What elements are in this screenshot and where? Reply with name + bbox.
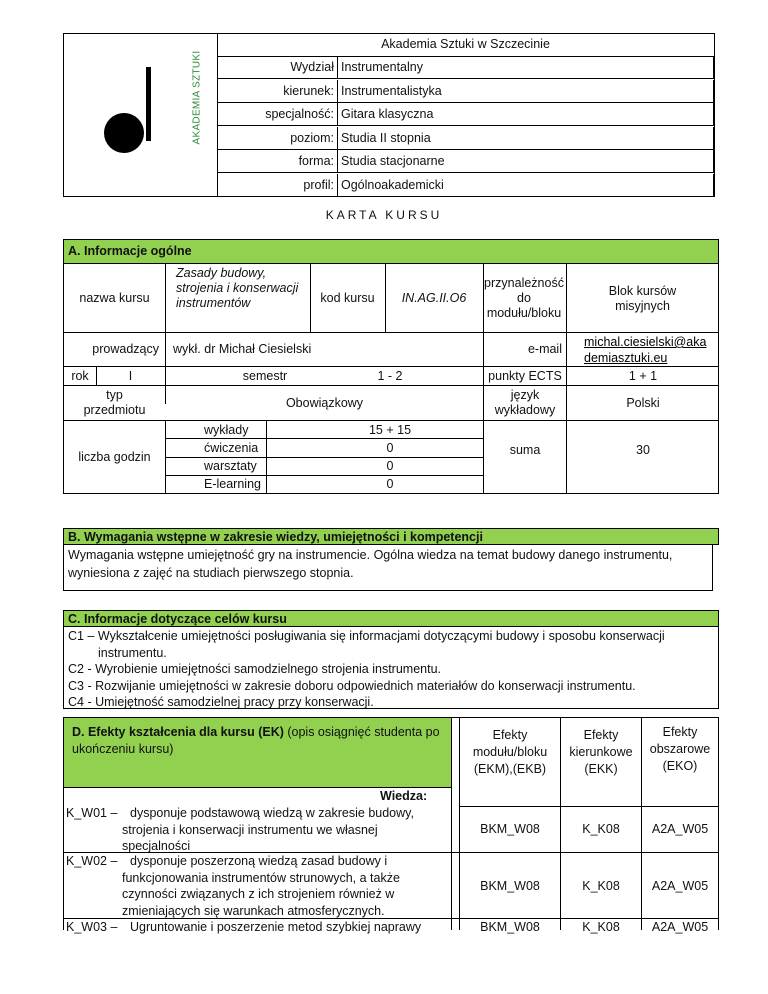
header-value-level: Studia II stopnia bbox=[341, 130, 431, 145]
lecturer-label: prowadzący bbox=[92, 342, 159, 356]
goal-item bbox=[68, 628, 714, 645]
hours-elearning-label: E-learning bbox=[204, 477, 261, 492]
semester-label: semestr bbox=[242, 368, 288, 383]
section-b-text: Wymagania wstępne umiejętność gry na instrumencie. Ogólna wiedza na temat budowy danego instrumentu, wyniesiona z zajęć na studiach pierwszego stopnia. bbox=[63, 545, 713, 591]
goal-code: C4 - bbox=[68, 695, 92, 709]
academy-logo bbox=[100, 45, 190, 155]
section-c-header: C. Informacje dotyczące celów kursu bbox=[63, 610, 719, 627]
module-label: przynależność do modułu/bloku bbox=[484, 276, 564, 320]
goal-code: C1 – bbox=[68, 629, 95, 643]
outcome-text: dysponuje poszerzoną wiedzą zasad budowy i funkcjonowania instrumentów strunowych, a także czynności związanych z ich strojeniem również w zmieniających się warunkach atmosferycznych. bbox=[122, 854, 400, 918]
semester-value: 1 - 2 bbox=[377, 368, 403, 383]
header-value-field: Instrumentalistyka bbox=[341, 83, 442, 98]
outcome-ekm: BKM_W08 bbox=[480, 821, 540, 836]
header-value-profile: Ogólnoakademicki bbox=[341, 177, 444, 192]
outcome-code: K_W02 – bbox=[66, 854, 118, 868]
course-name-label: nazwa kursu bbox=[79, 291, 150, 305]
course-code: IN.AG.II.O6 bbox=[401, 291, 467, 305]
hours-lectures-value: 15 + 15 bbox=[368, 422, 412, 437]
goal-item bbox=[68, 661, 714, 678]
header-row-profile bbox=[217, 174, 714, 197]
outcome-code: K_W01 – bbox=[66, 806, 118, 820]
sum-value: 30 bbox=[636, 442, 650, 457]
header-label-form: forma: bbox=[218, 150, 338, 172]
header-row-form bbox=[217, 150, 714, 173]
hours-label: liczba godzin bbox=[78, 450, 151, 464]
knowledge-label: Wiedza: bbox=[380, 789, 428, 803]
goal-item bbox=[68, 678, 714, 695]
goal-code: C3 - bbox=[68, 678, 92, 693]
outcome-ekm: BKM_W08 bbox=[480, 878, 540, 893]
header-row-field bbox=[217, 80, 714, 103]
outcome-code: K_W03 – bbox=[66, 920, 118, 934]
sum-label: suma bbox=[509, 442, 541, 457]
hours-elearning-value: 0 bbox=[386, 477, 394, 492]
language-label: język wykładowy bbox=[494, 388, 556, 417]
header-label-specialty: specjalność: bbox=[218, 103, 338, 125]
goal-item bbox=[68, 694, 714, 711]
academy-name: Akademia Sztuki w Szczecinie bbox=[381, 37, 550, 51]
goal-text: Rozwijanie umiejętności w zakresie doboru odpowiednich materiałów do konserwacji instrumentu. bbox=[95, 678, 636, 693]
goal-code: C2 - bbox=[68, 662, 92, 676]
outcome-row bbox=[64, 919, 450, 936]
header-label-level: poziom: bbox=[218, 127, 338, 149]
header-label-field: kierunek: bbox=[218, 80, 338, 102]
module-value: Blok kursów misyjnych bbox=[608, 283, 677, 313]
type-value: Obowiązkowy bbox=[285, 395, 364, 410]
outcome-eko: A2A_W05 bbox=[651, 919, 709, 934]
course-code-label: kod kursu bbox=[320, 291, 375, 305]
email-label: e-mail bbox=[527, 342, 562, 356]
col-eko-header: Efekty obszarowe (EKO) bbox=[649, 725, 711, 773]
goal-text: Umiejętność samodzielnej pracy przy konserwacji. bbox=[95, 695, 374, 709]
header-label-profile: profil: bbox=[218, 174, 338, 196]
outcome-ekk: K_K08 bbox=[582, 878, 620, 893]
header-value-faculty: Instrumentalny bbox=[341, 60, 423, 74]
type-label: typ przedmiotu bbox=[83, 388, 146, 417]
hours-exercises-label: ćwiczenia bbox=[204, 440, 259, 455]
section-a-header: A. Informacje ogólne bbox=[63, 239, 719, 264]
goal-text: Wykształcenie umiejętności posługiwania się informacjami dotyczącymi budowy i sposobu konserwacji bbox=[97, 629, 665, 643]
header-row-specialty bbox=[217, 103, 714, 126]
col-ekk-header: Efekty kierunkowe (EKK) bbox=[569, 728, 633, 776]
hours-exercises-value: 0 bbox=[386, 440, 394, 455]
outcome-eko: A2A_W05 bbox=[651, 878, 709, 893]
col-ekm-header: Efekty modułu/bloku (EKM),(EKB) bbox=[472, 728, 548, 776]
hours-workshops-value: 0 bbox=[386, 459, 394, 474]
header-row-level bbox=[217, 127, 714, 150]
page-title: KARTA KURSU bbox=[325, 208, 443, 222]
header-row-faculty bbox=[217, 56, 714, 79]
outcome-eko: A2A_W05 bbox=[651, 821, 709, 836]
outcome-text: Ugruntowanie i poszerzenie metod szybkiej naprawy bbox=[130, 920, 422, 934]
header-value-form: Studia stacjonarne bbox=[341, 154, 445, 168]
logo-text: AKADEMIA SZTUKI bbox=[191, 50, 203, 145]
section-c-list bbox=[63, 627, 719, 709]
year-label: rok bbox=[71, 368, 89, 383]
lecturer-name: wykł. dr Michał Ciesielski bbox=[173, 342, 312, 356]
outcome-ekk: K_K08 bbox=[582, 821, 620, 836]
ects-value: 1 + 1 bbox=[628, 368, 658, 383]
goal-text-continued: instrumentu. bbox=[98, 645, 167, 660]
outcome-text: dysponuje podstawową wiedzą w zakresie budowy, strojenia i konserwacji instrumentu we własnej specjalności bbox=[122, 806, 414, 853]
section-b-header: B. Wymagania wstępne w zakresie wiedzy, umiejętności i kompetencji bbox=[63, 528, 719, 545]
outcome-ekk: K_K08 bbox=[582, 919, 620, 934]
hours-lectures-label: wykłady bbox=[204, 422, 249, 437]
email-link[interactable]: michal.ciesielski@akademiasztuki.eu bbox=[584, 335, 707, 365]
language-value: Polski bbox=[626, 395, 660, 410]
outcome-ekm: BKM_W08 bbox=[480, 919, 540, 934]
year-value: I bbox=[128, 368, 133, 383]
header-value-specialty: Gitara klasyczna bbox=[341, 107, 434, 121]
header-label-faculty: Wydział bbox=[218, 56, 338, 78]
ects-label: punkty ECTS bbox=[488, 368, 562, 383]
outcome-row bbox=[64, 805, 450, 855]
hours-workshops-label: warsztaty bbox=[204, 459, 257, 474]
section-d-header: D. Efekty kształcenia dla kursu (EK) (opis osiągnięć studenta po ukończeniu kursu) bbox=[64, 718, 451, 787]
course-name: Zasady budowy, strojenia i konserwacji instrumentów bbox=[176, 266, 299, 310]
outcome-row bbox=[64, 853, 450, 919]
goal-text: Wyrobienie umiejętności samodzielnego strojenia instrumentu. bbox=[95, 662, 442, 676]
